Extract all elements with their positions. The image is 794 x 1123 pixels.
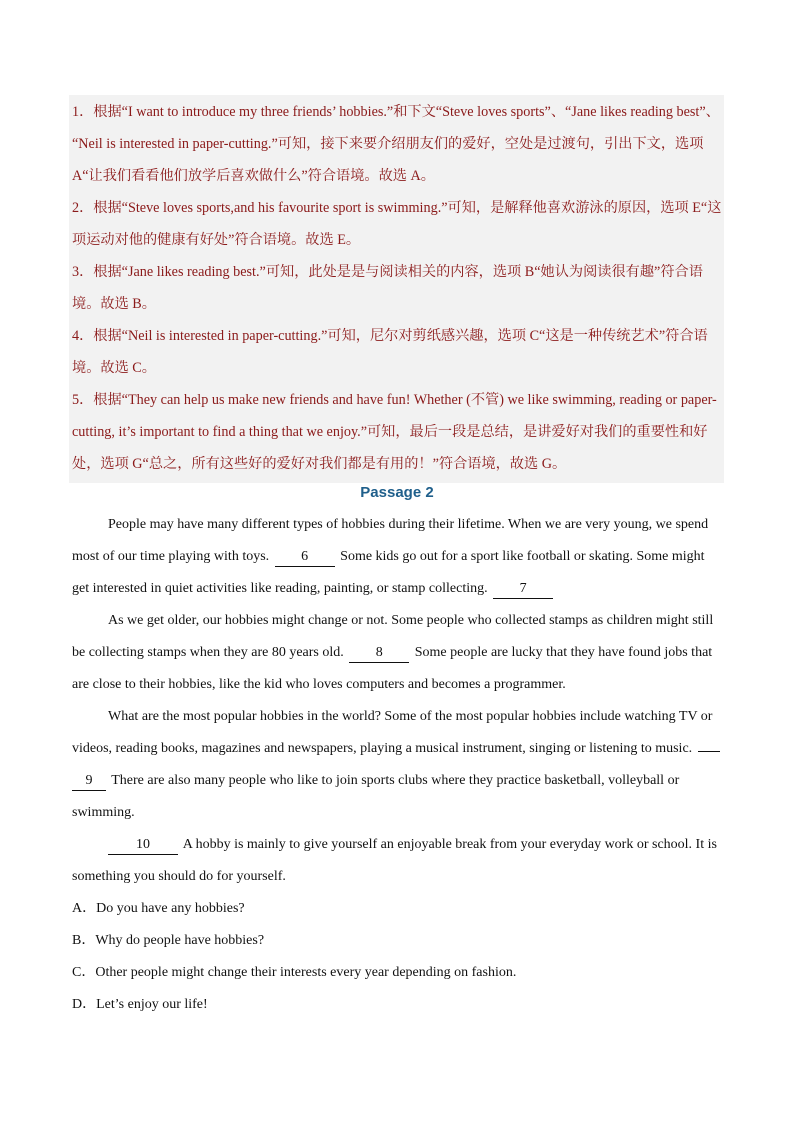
paragraph-line: [72, 605, 724, 637]
blank-7[interactable]: 7: [493, 580, 553, 599]
explanation-line: 境。故选 C。: [72, 360, 156, 376]
blank-9[interactable]: 9: [72, 772, 106, 791]
explanation-line: “Neil is interested in paper-cutting.”可知，接下来要介绍朋友们的爱好，空处是过渡句，引出下文，选项: [72, 136, 704, 152]
explanation-line: 1．根据“I want to introduce my three friends’ hobbies.”和下文“Steve loves sports”、“Jane likes reading best”、: [72, 104, 720, 120]
text: get interested in quiet activities like reading, painting, or stamp collecting.: [72, 581, 488, 596]
answer-explanations: [69, 95, 724, 483]
paragraph-line: [72, 829, 724, 861]
explanation-line: 3．根据“Jane likes reading best.”可知，此处是是与阅读相关的内容，选项 B“她认为阅读很有趣”符合语: [72, 264, 703, 280]
explanation-line: cutting, it’s important to find a thing that we enjoy.”可知，最后一段是总结，是讲爱好对我们的重要性和好: [72, 424, 708, 440]
explanation-line: 4．根据“Neil is interested in paper-cutting.”可知，尼尔对剪纸感兴趣，选项 C“这是一种传统艺术”符合语: [72, 328, 708, 344]
paragraph-line: [72, 573, 724, 605]
text: be collecting stamps when they are 80 years old.: [72, 645, 344, 660]
text: most of our time playing with toys.: [72, 549, 270, 564]
text: People may have many different types of hobbies during their lifetime. When we are very young, we spend: [108, 517, 709, 532]
explanation-line: 项运动对他的健康有好处”符合语境。故选 E。: [72, 232, 361, 248]
blank-8[interactable]: 8: [349, 644, 409, 663]
text: Some kids go out for a sport like football or skating. Some might: [340, 549, 705, 564]
explanation-line: 5．根据“They can help us make new friends and have fun! Whether (不管) we like swimming, reading or paper-: [72, 392, 717, 408]
blank-6[interactable]: 6: [275, 548, 335, 567]
text: As we get older, our hobbies might change or not. Some people who collected stamps as children might still: [108, 613, 714, 628]
text: Some people are lucky that they have found jobs that: [414, 645, 713, 660]
paragraph-line: [72, 733, 724, 765]
text: something you should do for yourself.: [72, 869, 286, 884]
paragraph-line: [72, 701, 724, 733]
text: swimming.: [72, 805, 135, 820]
paragraph-line: [72, 637, 724, 669]
explanation-line: 境。故选 B。: [72, 296, 156, 312]
paragraph-line: [72, 509, 724, 541]
paragraph-line: [72, 861, 724, 893]
text: are close to their hobbies, like the kid who loves computers and becomes a programmer.: [72, 677, 566, 692]
text: videos, reading books, magazines and newspapers, playing a musical instrument, singing or listening to music.: [72, 741, 693, 756]
paragraph-line: [72, 541, 724, 573]
option-b: B．Why do people have hobbies?: [72, 933, 265, 948]
option-a: A．Do you have any hobbies?: [72, 901, 245, 916]
option-d: D．Let’s enjoy our life!: [72, 997, 208, 1012]
text: What are the most popular hobbies in the world? Some of the most popular hobbies include watching TV or: [108, 709, 713, 724]
text: There are also many people who like to join sports clubs where they practice basketball, volleyball or: [111, 773, 680, 788]
text: A hobby is mainly to give yourself an enjoyable break from your everyday work or school. It is: [182, 837, 717, 852]
option-c: C．Other people might change their interests every year depending on fashion.: [72, 965, 517, 980]
explanation-line: 处，选项 G“总之，所有这些好的爱好对我们都是有用的！”符合语境，故选 G。: [72, 456, 567, 472]
explanation-line: A“让我们看看他们放学后喜欢做什么”符合语境。故选 A。: [72, 168, 435, 184]
paragraph-line: [72, 797, 724, 829]
blank-10[interactable]: 10: [108, 836, 178, 855]
paragraph-line: [72, 669, 724, 701]
explanation-line: 2．根据“Steve loves sports,and his favourite sport is swimming.”可知，是解释他喜欢游泳的原因，选项 E“这: [72, 200, 722, 216]
passage-title: Passage 2: [360, 484, 434, 501]
passage-body: [72, 509, 724, 1021]
paragraph-line: [72, 765, 724, 797]
blank-9-start: [698, 751, 720, 752]
